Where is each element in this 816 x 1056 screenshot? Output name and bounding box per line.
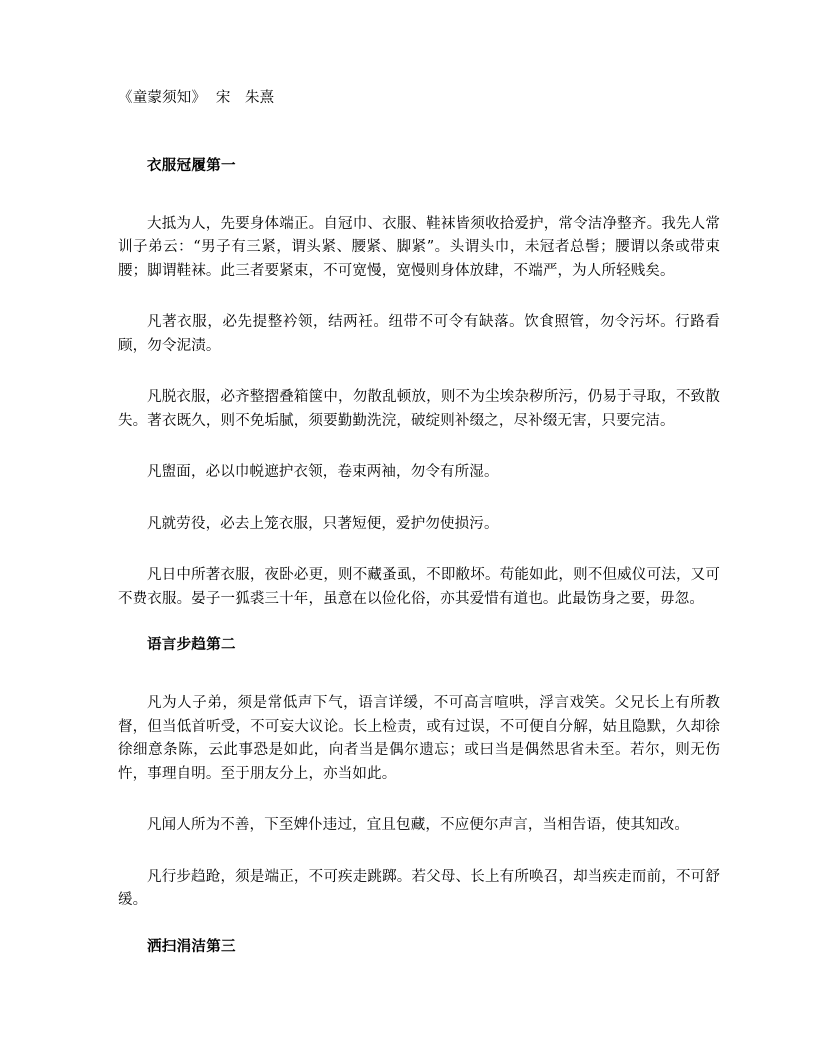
spacer-before-heading3: [118, 913, 720, 935]
spacer-heading1-body: [118, 177, 720, 213]
spacer-p2-p3: [118, 358, 720, 386]
spacer-before-heading2: [118, 611, 720, 633]
paragraph-2-2: 凡闻人所为不善，下至婢仆违过，宜且包藏，不应便尔声言，当相告语，使其知改。: [147, 817, 690, 834]
spacer-p21-p22: [118, 786, 720, 814]
spacer-p22-p23: [118, 838, 720, 866]
spacer-p3-p4: [118, 433, 720, 461]
paragraph-1-5: 凡就劳役，必去上笼衣服，只著短便，爱护勿使损污。: [147, 515, 499, 532]
spacer-heading2-body: [118, 656, 720, 692]
spacer-p5-p6: [118, 536, 720, 564]
paragraph-1-2: 凡著衣服，必先提整衿领，结两衽。纽带不可令有缺落。饮食照管，勿令污坏。行路看顾，勿令泥渍。: [118, 314, 720, 354]
paragraph-2-3: 凡行步趋跄，须是端正，不可疾走跳踯。若父母、长上有所唤召，却当疾走而前，不可舒缓。: [118, 868, 720, 909]
spacer-p1-p2: [118, 283, 720, 311]
document-title: 《童蒙须知》 宋 朱熹: [118, 90, 275, 106]
paragraph-1-4: 凡盥面，必以巾帨遮护衣领，卷束两袖，勿令有所湿。: [147, 464, 499, 481]
paragraph-2-1: 凡为人子弟，须是常低声下气，语言详缓，不可高言喧哄，浮言戏笑。父兄长上有所教督，但当低首听受，不可妄大议论。长上检责，或有过误，不可便自分解，姑且隐默，久却徐徐细意条陈，云此事恐是如此，向者当是偶尔遗忘；或曰当是偶然思省未至。若尔，则无伤忤，事理自明。至于朋友分上，亦当如此。: [118, 695, 720, 782]
paragraph-1-6: 凡日中所著衣服，夜卧必更，则不藏蚤虱，不即敝坏。苟能如此，则不但威仪可法，又可不费衣服。晏子一狐裘三十年，虽意在以俭化俗，亦其爱惜有道也。此最饬身之要，毋忽。: [118, 567, 720, 607]
section-heading-3: 洒扫涓洁第三: [147, 937, 236, 955]
spacer-p4-p5: [118, 485, 720, 513]
spacer-after-title: [118, 110, 720, 154]
paragraph-1-1: 大抵为人，先要身体端正。自冠巾、衣服、鞋袜皆须收拾爱护，常令洁净整齐。我先人常训子弟云：“男子有三紧，谓头紧、腰紧、脚紧”。头谓头巾，未冠者总髻；腰谓以条或带束腰；脚谓鞋袜。此三者要紧束，不可宽慢，宽慢则身体放肆，不端严，为人所轻贱矣。: [118, 215, 720, 279]
section-heading-2: 语言步趋第二: [147, 636, 236, 654]
paragraph-1-3: 凡脱衣服，必齐整摺叠箱箧中，勿散乱顿放，则不为尘埃杂秽所污，仍易于寻取，不致散失。著衣既久，则不免垢腻，须要勤勤洗浣，破绽则补缀之，尽补缀无害，只要完洁。: [118, 389, 720, 429]
section-heading-1: 衣服冠履第一: [147, 156, 236, 174]
